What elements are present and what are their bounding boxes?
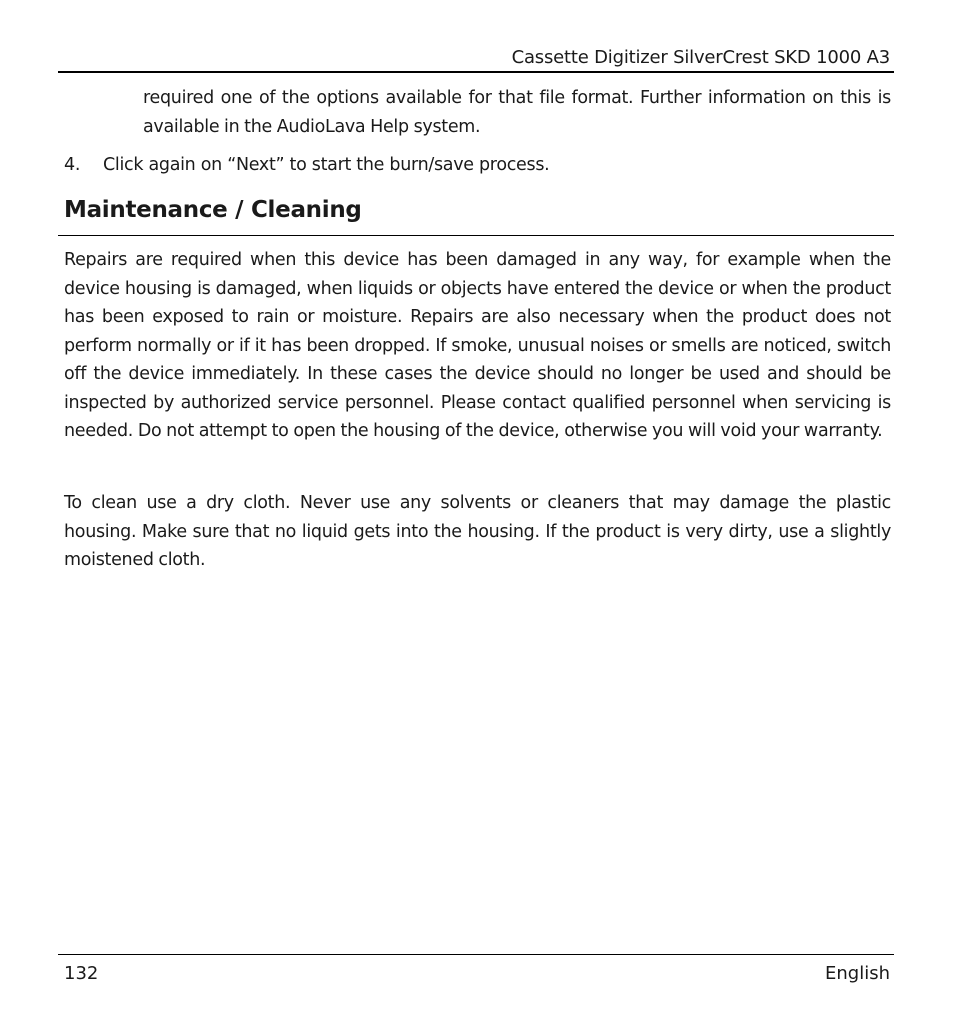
section-heading-rule xyxy=(58,235,894,236)
footer-language: English xyxy=(825,963,890,984)
paragraph-repairs: Repairs are required when this device has been damaged in any way, for example when the device housing is damaged, when liquids or objects have entered the device or when the product has been exposed to rain or moisture. Repairs are also necessary when the product does not perform normally or if it has been dropped. If smoke, unusual noises or smells are noticed, switch off the device immediately. In these cases the device should no longer be used and should be inspected by authorized service personnel. Please contact qualified personnel when servicing is needed. Do not attempt to open the housing of the device, otherwise you will void your warranty. xyxy=(64,250,891,441)
continued-paragraph: required one of the options available for that file format. Further information on this is available in the AudioLava Help system. xyxy=(143,88,891,137)
section-heading-maintenance: Maintenance / Cleaning xyxy=(64,197,362,223)
page-number: 132 xyxy=(64,963,99,984)
footer-rule xyxy=(58,954,894,955)
paragraph-cleaning: To clean use a dry cloth. Never use any solvents or cleaners that may damage the plastic housing. Make sure that no liquid gets into the housing. If the product is very dirty, use a slightly moistened cloth. xyxy=(64,493,891,570)
numbered-step xyxy=(64,153,549,177)
header-rule xyxy=(58,71,894,73)
step-number: 4. xyxy=(64,155,81,175)
running-header-title: Cassette Digitizer SilverCrest SKD 1000 A3 xyxy=(511,47,890,68)
step-text: Click again on “Next” to start the burn/save process. xyxy=(103,155,550,175)
